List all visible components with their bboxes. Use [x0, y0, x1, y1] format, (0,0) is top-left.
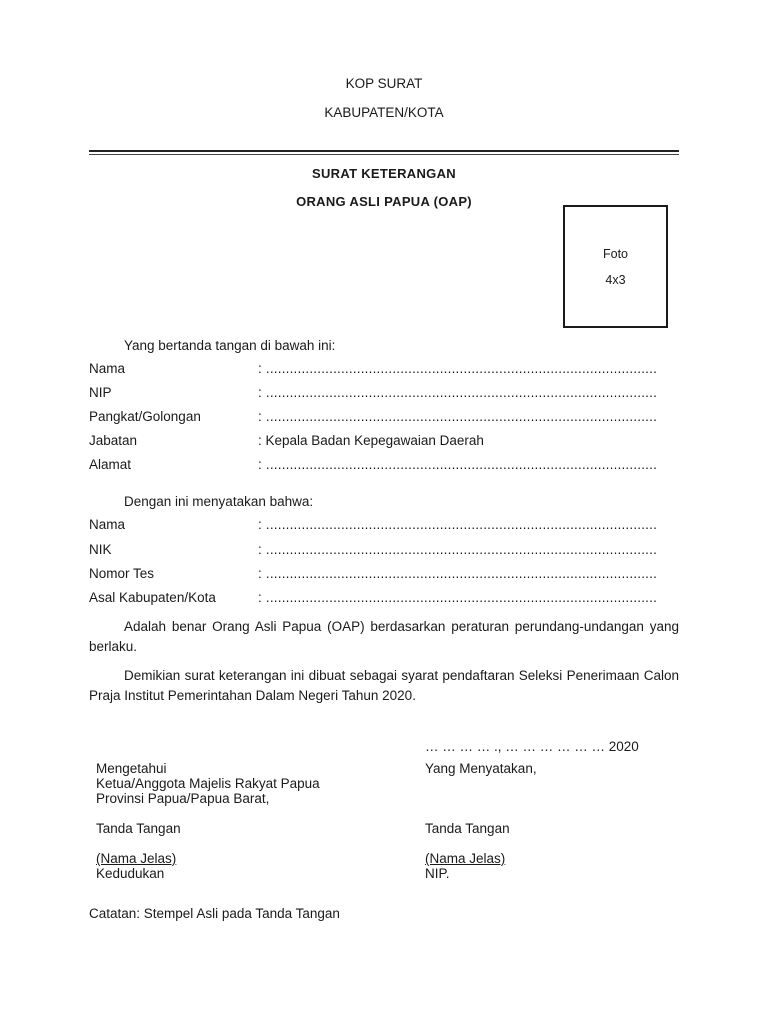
letterhead-line-2: KABUPATEN/KOTA [324, 105, 444, 120]
photo-placeholder [563, 205, 668, 328]
right-signature-name: (Nama Jelas) [425, 851, 506, 866]
photo-size: 4x3 [605, 273, 626, 287]
letterhead-line-1: KOP SURAT [345, 76, 423, 91]
letterhead-divider-thin [89, 154, 679, 155]
subject-test-number-value: : ................................................................................................... [258, 566, 658, 581]
signer-nip-value: : ................................................................................................... [258, 385, 658, 400]
subject-nik-value: : ................................................................................................... [258, 542, 658, 557]
signer-address-label: Alamat [89, 457, 132, 472]
right-signature-sign: Tanda Tangan [425, 821, 510, 836]
left-signature-sign: Tanda Tangan [96, 821, 181, 836]
photo-label: Foto [602, 247, 628, 261]
footer-note: Catatan: Stempel Asli pada Tanda Tangan [89, 906, 340, 921]
signer-name-label: Nama [89, 361, 126, 376]
closing-text: Demikian surat keterangan ini dibuat sebagai syarat pendaftaran Seleksi Penerimaan Calon Praja Institut Pemerintahan Dalam Negeri Tahun 2020. [89, 668, 679, 703]
subject-nik-label: NIK [89, 542, 112, 557]
signer-nip-label: NIP [89, 385, 112, 400]
document-subtitle: ORANG ASLI PAPUA (OAP) [296, 194, 472, 209]
subject-name-value: : ................................................................................................... [258, 517, 658, 532]
date-line: … … … … ., … … … … … … 2020 [425, 739, 639, 754]
right-signature-heading: Yang Menyatakan, [425, 761, 537, 776]
left-signature-heading: Mengetahui [96, 761, 167, 776]
left-signature-position: Kedudukan [96, 866, 165, 881]
left-signature-name: (Nama Jelas) [96, 851, 177, 866]
signer-rank-label: Pangkat/Golongan [89, 409, 201, 424]
signer-name-value: : ................................................................................................... [258, 361, 658, 376]
subject-origin-label: Asal Kabupaten/Kota [89, 590, 216, 605]
document-title: SURAT KETERANGAN [312, 166, 456, 181]
right-signature-nip: NIP. [425, 866, 450, 881]
signer-position-label: Jabatan [89, 433, 138, 448]
signer-rank-value: : ................................................................................................... [258, 409, 658, 424]
signer-intro: Yang bertanda tangan di bawah ini: [124, 338, 336, 353]
subject-test-number-label: Nomor Tes [89, 566, 155, 581]
subject-intro: Dengan ini menyatakan bahwa: [124, 494, 314, 509]
left-signature-role: Ketua/Anggota Majelis Rakyat Papua [96, 776, 320, 791]
statement-paragraph [89, 617, 679, 657]
left-signature-province: Provinsi Papua/Papua Barat, [96, 791, 270, 806]
statement-text: Adalah benar Orang Asli Papua (OAP) berdasarkan peraturan perundang-undangan yang berlaku. [89, 619, 679, 654]
signer-position-value: : Kepala Badan Kepegawaian Daerah [258, 433, 484, 448]
subject-origin-value: : ................................................................................................... [258, 590, 658, 605]
letterhead-divider-thick [89, 150, 679, 152]
subject-name-label: Nama [89, 517, 126, 532]
closing-paragraph [89, 666, 679, 706]
signer-address-value: : ................................................................................................... [258, 457, 658, 472]
